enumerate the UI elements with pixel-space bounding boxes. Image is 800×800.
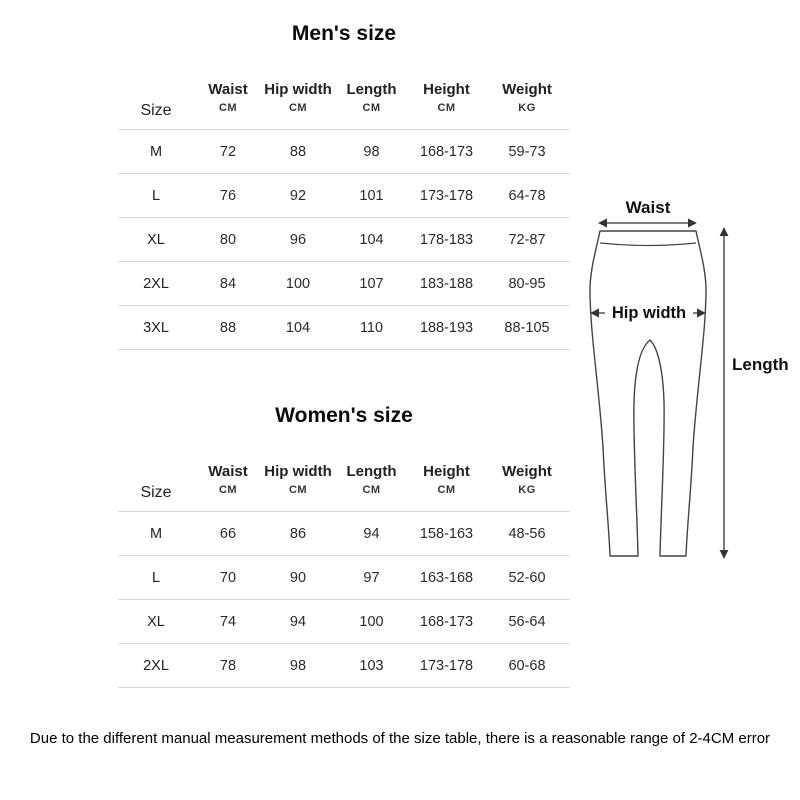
column-header-height: Height CM xyxy=(409,448,484,512)
table-cell: 52-60 xyxy=(484,556,570,600)
womens-size-table xyxy=(118,448,570,688)
table-cell: 2XL xyxy=(118,262,194,306)
length-label: Length xyxy=(732,355,789,374)
table-cell: 96 xyxy=(262,218,334,262)
table-cell: 104 xyxy=(334,218,409,262)
measurement-disclaimer: Due to the different manual measurement methods of the size table, there is a reasonable range of 2-4CM error xyxy=(29,730,771,747)
column-header-hip-width: Hip width CM xyxy=(262,66,334,130)
table-cell: 97 xyxy=(334,556,409,600)
table-cell: 103 xyxy=(334,644,409,688)
table-cell: 100 xyxy=(262,262,334,306)
table-cell: 92 xyxy=(262,174,334,218)
womens-size-section xyxy=(118,404,570,688)
womens-size-title: Women's size xyxy=(275,404,413,427)
mens-header-row xyxy=(118,66,570,130)
column-header-length: Length CM xyxy=(334,66,409,130)
table-cell: 3XL xyxy=(118,306,194,350)
leggings-outline-drawing xyxy=(590,231,706,556)
table-cell: 173-178 xyxy=(409,174,484,218)
table-cell: M xyxy=(118,512,194,556)
table-cell: 2XL xyxy=(118,644,194,688)
waist-label: Waist xyxy=(625,198,671,217)
table-cell: 48-56 xyxy=(484,512,570,556)
table-cell: 86 xyxy=(262,512,334,556)
table-cell: 104 xyxy=(262,306,334,350)
column-header-size: Size xyxy=(118,448,194,512)
table-cell: 101 xyxy=(334,174,409,218)
table-cell: 110 xyxy=(334,306,409,350)
table-cell: XL xyxy=(118,218,194,262)
table-cell: XL xyxy=(118,600,194,644)
table-cell: 168-173 xyxy=(409,130,484,174)
table-row xyxy=(118,644,570,688)
table-cell: 94 xyxy=(262,600,334,644)
table-row xyxy=(118,130,570,174)
table-cell: M xyxy=(118,130,194,174)
column-header-size: Size xyxy=(118,66,194,130)
table-row xyxy=(118,306,570,350)
table-cell: 88 xyxy=(262,130,334,174)
table-cell: 74 xyxy=(194,600,262,644)
table-cell: L xyxy=(118,556,194,600)
table-cell: 98 xyxy=(334,130,409,174)
table-cell: 90 xyxy=(262,556,334,600)
column-header-hip-width: Hip width CM xyxy=(262,448,334,512)
table-cell: L xyxy=(118,174,194,218)
mens-size-section xyxy=(118,22,570,350)
table-row xyxy=(118,600,570,644)
womens-header-row xyxy=(118,448,570,512)
column-header-length: Length CM xyxy=(334,448,409,512)
table-cell: 178-183 xyxy=(409,218,484,262)
table-cell: 158-163 xyxy=(409,512,484,556)
column-header-waist: Waist CM xyxy=(194,66,262,130)
table-cell: 76 xyxy=(194,174,262,218)
leggings-measurement-diagram xyxy=(572,192,798,577)
table-cell: 88 xyxy=(194,306,262,350)
mens-size-title: Men's size xyxy=(291,22,397,45)
table-cell: 173-178 xyxy=(409,644,484,688)
table-cell: 70 xyxy=(194,556,262,600)
table-row xyxy=(118,174,570,218)
column-header-weight: Weight KG xyxy=(484,448,570,512)
table-cell: 66 xyxy=(194,512,262,556)
table-cell: 100 xyxy=(334,600,409,644)
table-cell: 163-168 xyxy=(409,556,484,600)
table-cell: 183-188 xyxy=(409,262,484,306)
mens-size-table xyxy=(118,66,570,350)
table-row xyxy=(118,218,570,262)
column-header-waist: Waist CM xyxy=(194,448,262,512)
table-cell: 59-73 xyxy=(484,130,570,174)
table-cell: 88-105 xyxy=(484,306,570,350)
table-cell: 188-193 xyxy=(409,306,484,350)
table-cell: 72 xyxy=(194,130,262,174)
table-cell: 78 xyxy=(194,644,262,688)
table-row xyxy=(118,512,570,556)
table-cell: 84 xyxy=(194,262,262,306)
table-cell: 64-78 xyxy=(484,174,570,218)
column-header-height: Height CM xyxy=(409,66,484,130)
table-cell: 168-173 xyxy=(409,600,484,644)
table-cell: 98 xyxy=(262,644,334,688)
table-cell: 94 xyxy=(334,512,409,556)
table-cell: 72-87 xyxy=(484,218,570,262)
column-header-weight: Weight KG xyxy=(484,66,570,130)
hip-width-label: Hip width xyxy=(611,304,687,322)
table-cell: 107 xyxy=(334,262,409,306)
table-row xyxy=(118,262,570,306)
table-row xyxy=(118,556,570,600)
table-cell: 80-95 xyxy=(484,262,570,306)
table-cell: 60-68 xyxy=(484,644,570,688)
table-cell: 80 xyxy=(194,218,262,262)
table-cell: 56-64 xyxy=(484,600,570,644)
